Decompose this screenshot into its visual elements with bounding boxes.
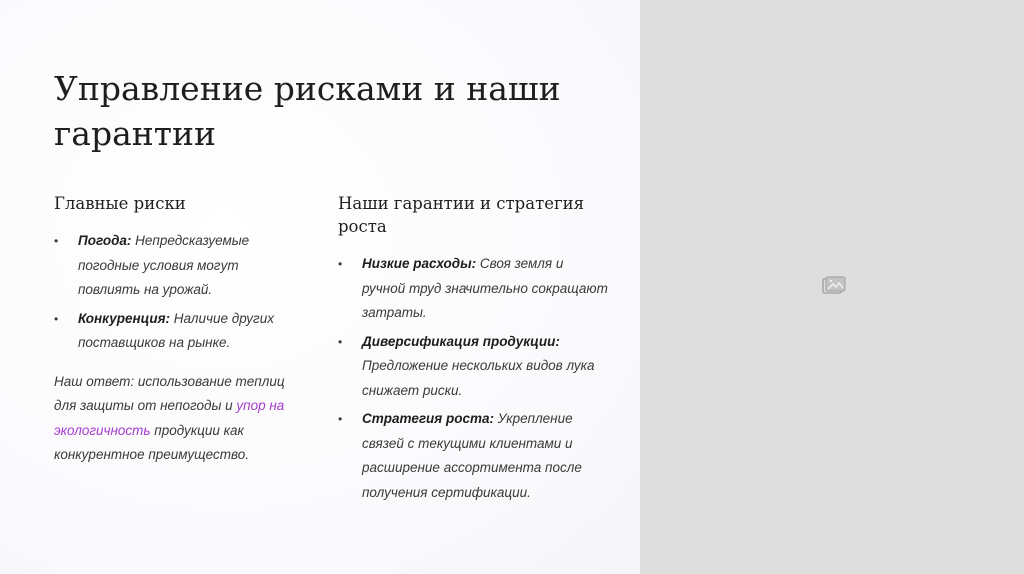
item-label: Погода:	[78, 233, 132, 248]
bullet-icon: •	[338, 257, 343, 271]
item-label: Низкие расходы:	[362, 256, 477, 271]
guarantees-list	[338, 252, 608, 505]
image-placeholder-icon	[822, 276, 846, 296]
list-item	[338, 330, 608, 404]
bullet-icon: •	[54, 311, 59, 326]
item-text: Непредсказуемые погодные условия могут повлиять на урожай.	[78, 233, 250, 297]
answer-text-after: продукции как конкурентное преимущество.	[54, 422, 249, 462]
guarantees-column	[338, 192, 608, 505]
answer-highlight: упор на экологичность	[54, 398, 285, 438]
list-item	[338, 252, 608, 326]
list-item	[338, 407, 608, 505]
bullet-icon: •	[54, 234, 59, 248]
guarantees-heading: Наши гарантии и стратегия роста	[338, 194, 585, 236]
item-label: Стратегия роста:	[362, 411, 495, 426]
item-text: Предложение нескольких видов лука снижает риски.	[362, 358, 595, 398]
bullet-icon: •	[338, 334, 343, 349]
answer-text-before: Наш ответ: использование теплиц для защиты от непогоды и	[54, 373, 285, 413]
bullet-icon: •	[338, 412, 343, 426]
item-text: Укрепление связей с текущими клиентами и расширение ассортимента после получения сертификации.	[362, 411, 582, 500]
item-text: Своя земля и ручной труд значительно сокращают затраты.	[362, 256, 608, 320]
slide-title: Управление рисками и наши гарантии	[54, 69, 561, 153]
list-item	[54, 307, 304, 356]
risks-heading: Главные риски	[54, 194, 186, 213]
risks-column	[54, 192, 304, 481]
list-item	[54, 229, 304, 303]
our-answer	[54, 370, 304, 468]
item-text: Наличие других поставщиков на рынке.	[78, 310, 274, 350]
risks-list	[54, 229, 304, 356]
item-label: Диверсификация продукции:	[362, 333, 560, 349]
item-label: Конкуренция:	[78, 310, 171, 326]
